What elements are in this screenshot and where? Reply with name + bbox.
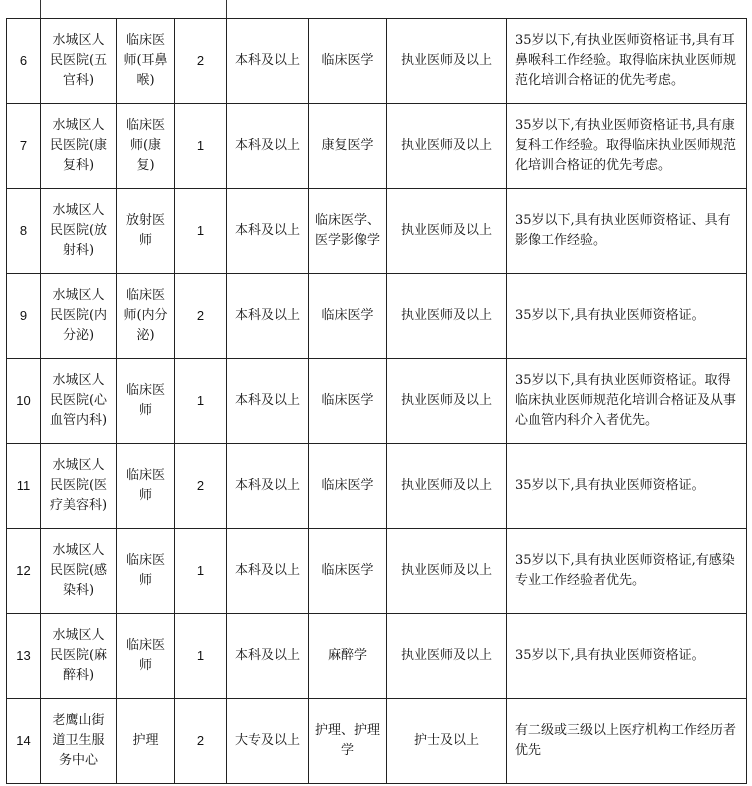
- other-requirements: 35岁以下,具有执业医师资格证。: [507, 444, 747, 529]
- qualification-requirement: 护士及以上: [387, 699, 507, 784]
- major-requirement: 麻醉学: [309, 614, 387, 699]
- row-number: 6: [7, 19, 41, 104]
- other-requirements: 35岁以下,具有执业医师资格证。取得临床执业医师规范化培训合格证及从事心血管内科介入者优先。: [507, 359, 747, 444]
- row-number: 9: [7, 274, 41, 359]
- hiring-unit: 水城区人民医院(麻醉科): [41, 614, 117, 699]
- recruitment-table: [6, 18, 747, 784]
- table-row: [7, 444, 747, 529]
- other-requirements: 有二级或三级以上医疗机构工作经历者优先: [507, 699, 747, 784]
- education-requirement: 本科及以上: [227, 274, 309, 359]
- education-requirement: 本科及以上: [227, 104, 309, 189]
- other-requirements: 35岁以下,有执业医师资格证书,具有耳鼻喉科工作经验。取得临床执业医师规范化培训合格证的优先考虑。: [507, 19, 747, 104]
- hiring-unit: 老鹰山街道卫生服务中心: [41, 699, 117, 784]
- hiring-unit: 水城区人民医院(心血管内科): [41, 359, 117, 444]
- table-row: [7, 189, 747, 274]
- row-number: 8: [7, 189, 41, 274]
- qualification-requirement: 执业医师及以上: [387, 359, 507, 444]
- major-requirement: 临床医学: [309, 444, 387, 529]
- table-row: [7, 699, 747, 784]
- hiring-unit: 水城区人民医院(五官科): [41, 19, 117, 104]
- table-row: [7, 104, 747, 189]
- major-requirement: 临床医学: [309, 19, 387, 104]
- education-requirement: 本科及以上: [227, 19, 309, 104]
- position-name: 临床医师: [117, 614, 175, 699]
- position-name: 临床医师(康复): [117, 104, 175, 189]
- major-requirement: 临床医学、医学影像学: [309, 189, 387, 274]
- qualification-requirement: 执业医师及以上: [387, 104, 507, 189]
- hiring-unit: 水城区人民医院(放射科): [41, 189, 117, 274]
- table-row: [7, 274, 747, 359]
- major-requirement: 临床医学: [309, 359, 387, 444]
- education-requirement: 大专及以上: [227, 699, 309, 784]
- previous-page-edge: [6, 0, 746, 18]
- education-requirement: 本科及以上: [227, 189, 309, 274]
- row-number: 14: [7, 699, 41, 784]
- row-number: 7: [7, 104, 41, 189]
- position-name: 临床医师: [117, 529, 175, 614]
- hiring-count: 2: [175, 699, 227, 784]
- hiring-unit: 水城区人民医院(医疗美容科): [41, 444, 117, 529]
- qualification-requirement: 执业医师及以上: [387, 189, 507, 274]
- row-number: 12: [7, 529, 41, 614]
- hiring-count: 1: [175, 189, 227, 274]
- hiring-count: 1: [175, 614, 227, 699]
- other-requirements: 35岁以下,有执业医师资格证书,具有康复科工作经验。取得临床执业医师规范化培训合格证的优先考虑。: [507, 104, 747, 189]
- position-name: 临床医师(内分泌): [117, 274, 175, 359]
- row-number: 10: [7, 359, 41, 444]
- major-requirement: 临床医学: [309, 274, 387, 359]
- row-number: 13: [7, 614, 41, 699]
- education-requirement: 本科及以上: [227, 359, 309, 444]
- qualification-requirement: 执业医师及以上: [387, 614, 507, 699]
- hiring-count: 1: [175, 104, 227, 189]
- position-name: 放射医师: [117, 189, 175, 274]
- hiring-count: 2: [175, 444, 227, 529]
- other-requirements: 35岁以下,具有执业医师资格证、具有影像工作经验。: [507, 189, 747, 274]
- education-requirement: 本科及以上: [227, 444, 309, 529]
- table-row: [7, 529, 747, 614]
- position-name: 护理: [117, 699, 175, 784]
- education-requirement: 本科及以上: [227, 614, 309, 699]
- hiring-count: 2: [175, 19, 227, 104]
- hiring-unit: 水城区人民医院(康复科): [41, 104, 117, 189]
- major-requirement: 康复医学: [309, 104, 387, 189]
- qualification-requirement: 执业医师及以上: [387, 444, 507, 529]
- table-row: [7, 19, 747, 104]
- other-requirements: 35岁以下,具有执业医师资格证,有感染专业工作经验者优先。: [507, 529, 747, 614]
- row-number: 11: [7, 444, 41, 529]
- position-name: 临床医师(耳鼻喉): [117, 19, 175, 104]
- hiring-count: 1: [175, 529, 227, 614]
- hiring-count: 2: [175, 274, 227, 359]
- other-requirements: 35岁以下,具有执业医师资格证。: [507, 274, 747, 359]
- qualification-requirement: 执业医师及以上: [387, 19, 507, 104]
- position-name: 临床医师: [117, 444, 175, 529]
- position-name: 临床医师: [117, 359, 175, 444]
- hiring-count: 1: [175, 359, 227, 444]
- table-row: [7, 359, 747, 444]
- hiring-unit: 水城区人民医院(内分泌): [41, 274, 117, 359]
- qualification-requirement: 执业医师及以上: [387, 274, 507, 359]
- education-requirement: 本科及以上: [227, 529, 309, 614]
- other-requirements: 35岁以下,具有执业医师资格证。: [507, 614, 747, 699]
- table-row: [7, 614, 747, 699]
- major-requirement: 临床医学: [309, 529, 387, 614]
- column-divider: [40, 0, 41, 18]
- major-requirement: 护理、护理学: [309, 699, 387, 784]
- hiring-unit: 水城区人民医院(感染科): [41, 529, 117, 614]
- column-divider: [226, 0, 227, 18]
- qualification-requirement: 执业医师及以上: [387, 529, 507, 614]
